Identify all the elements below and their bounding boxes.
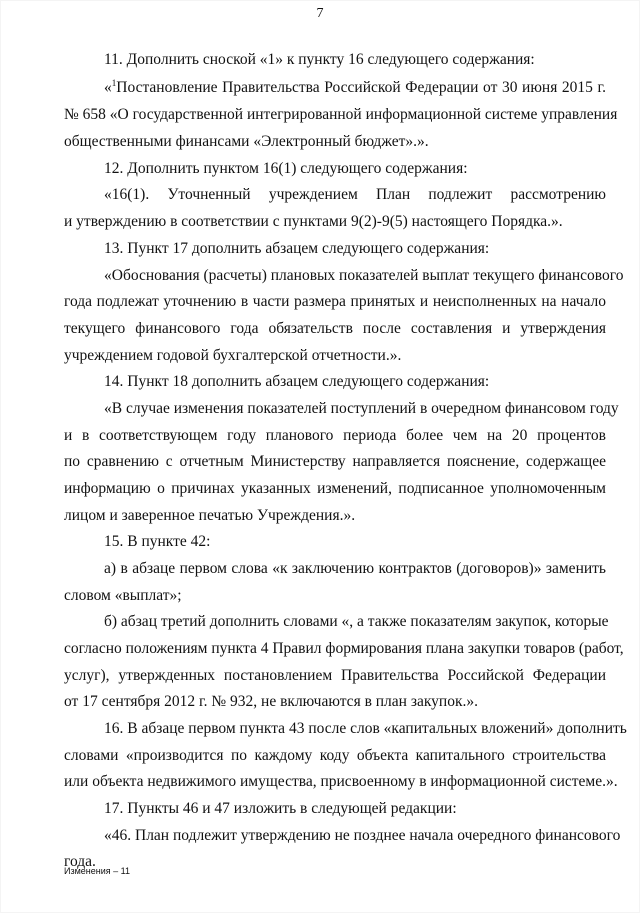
item-15b-text-line-1: б) абзац третий дополнить словами «, а также показателям закупок, которые	[104, 613, 609, 630]
item-14-text-line-3: по сравнению с отчетным Министерству направляется пояснение, содержащее	[64, 453, 606, 470]
item-13-text-line-1: «Обоснования (расчеты) плановых показателей выплат текущего финансового	[104, 267, 624, 284]
item-17-text-line-2: года.	[64, 853, 96, 870]
item-14-text-line-1: «В случае изменения показателей поступлений в очередном финансовом году	[104, 400, 619, 417]
word: Уточненный	[167, 186, 251, 203]
paragraph-item-13: 13. Пункт 17 дополнить абзацем следующего содержания:	[104, 240, 490, 257]
item-14-text-line-2: и в соответствующем году планового периода более чем на 20 процентов	[64, 427, 606, 444]
paragraph-item-17: 17. Пункты 46 и 47 изложить в следующей редакции:	[104, 800, 457, 817]
footnote-text-line-1	[104, 79, 606, 97]
paragraph-item-12: 12. Дополнить пунктом 16(1) следующего содержания:	[104, 160, 468, 177]
item-17-text-line-1: «46. План подлежит утверждению не позднее начала очередного финансового	[104, 827, 621, 844]
paragraph-item-16: 16. В абзаце первом пункта 43 после слов «капитальных вложений» дополнить	[104, 720, 627, 737]
item-16-text-line-3: или объекта недвижимого имущества, присвоенному в информационной системе.».	[64, 773, 618, 790]
paragraph-item-15: 15. В пункте 42:	[104, 533, 211, 550]
page-number: 7	[316, 6, 324, 21]
item-13-text-line-2: года подлежат уточнению в части размера принятых и неисполненных на начало	[64, 293, 606, 310]
paragraph-item-14: 14. Пункт 18 дополнить абзацем следующего содержания:	[104, 373, 490, 390]
footnote-text-start: Постановление Правительства Российской Федерации от 30 июня 2015 г.	[116, 79, 606, 96]
word: План	[376, 186, 411, 203]
footnote-marker: 1	[111, 78, 117, 88]
word: рассмотрению	[510, 186, 606, 203]
footnote-text-line-2: № 658 «О государственной интегрированной информационной системе управления	[64, 106, 618, 123]
footnote-text-line-3: общественными финансами «Электронный бюджет».».	[64, 133, 429, 150]
word: подлежит	[428, 186, 493, 203]
item-13-text-line-3: текущего финансового года обязательств после составления и утверждения	[64, 320, 606, 337]
item-13-text-line-4: учреждением годовой бухгалтерской отчетности.».	[64, 347, 402, 364]
item-15a-text-line-1: а) в абзаце первом слова «к заключению контрактов (договоров)» заменить	[104, 560, 606, 577]
page-footer: Изменения – 11	[64, 866, 130, 876]
paragraph-item-11: 11. Дополнить сноской «1» к пункту 16 следующего содержания:	[104, 51, 535, 68]
item-15a-text-line-2: словом «выплат»;	[64, 587, 182, 604]
footnote-open-quote: «	[104, 79, 112, 96]
item-14-text-line-4: информацию о причинах указанных изменений, подписанное уполномоченным	[64, 480, 606, 497]
item-15b-text-line-3: услуг), утвержденных постановлением Правительства Российской Федерации	[64, 667, 606, 684]
item-15b-text-line-4: от 17 сентября 2012 г. № 932, не включаются в план закупок.».	[64, 693, 478, 710]
item-15b-text-line-2: согласно положениям пункта 4 Правил формирования плана закупки товаров (работ,	[64, 640, 624, 657]
item-14-text-line-5: лицом и заверенное печатью Учреждения.».	[64, 507, 356, 524]
item-16-text-line-2: словами «производится по каждому коду объекта капитального строительства	[64, 747, 606, 764]
item-12-text-line-1	[104, 186, 606, 204]
item-12-text-line-2: и утверждению в соответствии с пунктами 9(2)-9(5) настоящего Порядка.».	[64, 213, 563, 230]
word: учреждением	[268, 186, 358, 203]
word: «16(1).	[104, 186, 150, 203]
